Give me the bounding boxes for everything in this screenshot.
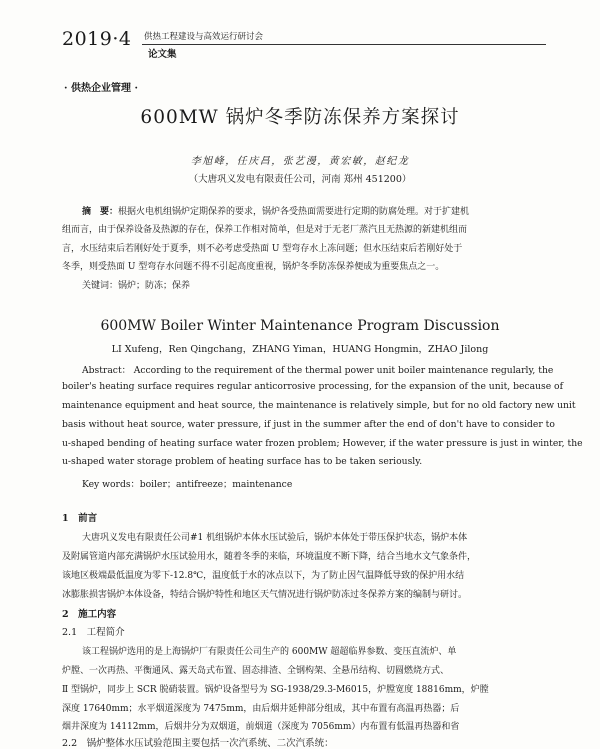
proceedings-label: 论文集 [148, 49, 177, 60]
body-line: 及附属管道内部充满锅炉水压试验用水，随着冬季的来临，环境温度不断下降，结合当地水文气象条件， [62, 552, 477, 562]
abstract-en-line [82, 362, 553, 376]
conference-name: 供热工程建设与高效运行研讨会 [144, 32, 264, 42]
abstract-cn-line: 组而言，由于保养设备及热源的存在，保养工作相对简单，但是对于无老厂蒸汽且无热源的新建机组而 [62, 225, 468, 235]
authors-en: LI Xufeng，Ren Qingchang，ZHANG Yiman，HUANG Hongmin，ZHAO Jilong [111, 344, 489, 355]
section-heading-construction: 2 施工内容 [62, 609, 117, 620]
body-line: 深度 17640mm；水平烟道深度为 7475mm，由后烟井延伸部分组成，其中布置有高温再热器；后 [62, 704, 460, 714]
body-line: 烟井深度为 14112mm，后烟井分为双烟道，前烟道（深度为 7056mm）内布置有低温再热器和省 [62, 722, 460, 732]
abstract-en-label: Abstract： [82, 365, 131, 376]
subsection-heading-test-scope: 2.2 锅炉整体水压试验范围主要包括一次汽系统、二次汽系统： [62, 738, 334, 749]
paper-title-en: 600MW Boiler Winter Maintenance Program Discussion [100, 318, 500, 334]
body-line: 冰膨胀损害锅炉本体设备，特结合锅炉特性和地区天气情况进行锅炉防冻过冬保养方案的编制与研讨。 [62, 590, 468, 600]
abstract-cn-line: 言，水压结束后若刚好处于夏季，则不必考虑受热面 U 型弯存水上冻问题；但水压结束后若刚好处于 [62, 244, 463, 254]
abstract-cn-text: 根据火电机组锅炉定期保养的要求，锅炉各受热面需要进行定期的防腐处理。对于扩建机 [118, 207, 470, 217]
abstract-en-line: maintenance equipment and heat source, the maintenance is relatively simple, but for no old factory new unit [62, 400, 576, 411]
section-heading-preface: 1 前言 [62, 513, 98, 524]
body-line: 该地区极端最低温度为零下-12.8℃，温度低于水的冰点以下，为了防止因气温降低导致的保护用水结 [62, 571, 465, 581]
body-line: 该工程锅炉选用的是上海锅炉厂有限责任公司生产的 600MW 超超临界参数、变压直流炉、单 [82, 647, 457, 657]
section-tag: · 供热企业管理 · [64, 83, 138, 94]
authors-cn: 李旭峰，任庆昌，张艺漫，黄宏敏，赵纪龙 [190, 156, 410, 167]
keywords-cn [82, 278, 190, 291]
abstract-cn-line [82, 204, 469, 217]
subsection-heading-overview: 2.1 工程简介 [62, 627, 125, 638]
abstract-en-line: u-shaped water storage problem of heating surface has to be taken seriously. [62, 456, 423, 467]
abstract-en-line: u-shaped bending of heating surface water frozen problem; However, if the water pressure is just in winter, the [62, 438, 583, 449]
issue-year: 2019·4 [62, 28, 132, 50]
abstract-cn-label: 摘 要： [82, 207, 119, 217]
abstract-cn-line: 冬季，则受热面 U 型弯存水问题不得不引起高度重视，锅炉冬季防冻保养便成为重要焦点之一。 [62, 262, 445, 272]
header-rule [142, 44, 546, 45]
abstract-en-line: boiler's heating surface requires regular anticorrosive processing, for the expansion of the unit, because of [62, 381, 563, 392]
keywords-cn-label: 关键词： [82, 281, 119, 291]
paper-title-cn: 600MW 锅炉冬季防冻保养方案探讨 [140, 107, 460, 128]
abstract-en-text: According to the requirement of the thermal power unit boiler maintenance regularly, the [133, 365, 554, 376]
body-line: 炉膛、一次再热、平衡通风、露天岛式布置、固态排渣、全钢构架、全悬吊结构、切圆燃烧方式、 [62, 666, 450, 676]
keywords-cn-text: 锅炉；防冻；保养 [118, 281, 191, 291]
body-line: 大唐巩义发电有限责任公司#1 机组锅炉本体水压试验后，锅炉本体处于带压保护状态，锅炉本体 [82, 533, 468, 543]
affiliation-cn: （大唐巩义发电有限责任公司，河南 郑州 451200） [188, 174, 412, 185]
body-line: Ⅱ 型锅炉，同步上 SCR 脱硝装置。锅炉设备型号为 SG-1938/29.3-M6015，炉膛宽度 18816mm，炉膛 [62, 685, 489, 695]
abstract-en-line: basis without heat source, water pressure, if just in the summer after the end of don't have to consider to [62, 419, 555, 430]
keywords-en: Key words：boiler；antifreeze；maintenance [82, 479, 293, 490]
